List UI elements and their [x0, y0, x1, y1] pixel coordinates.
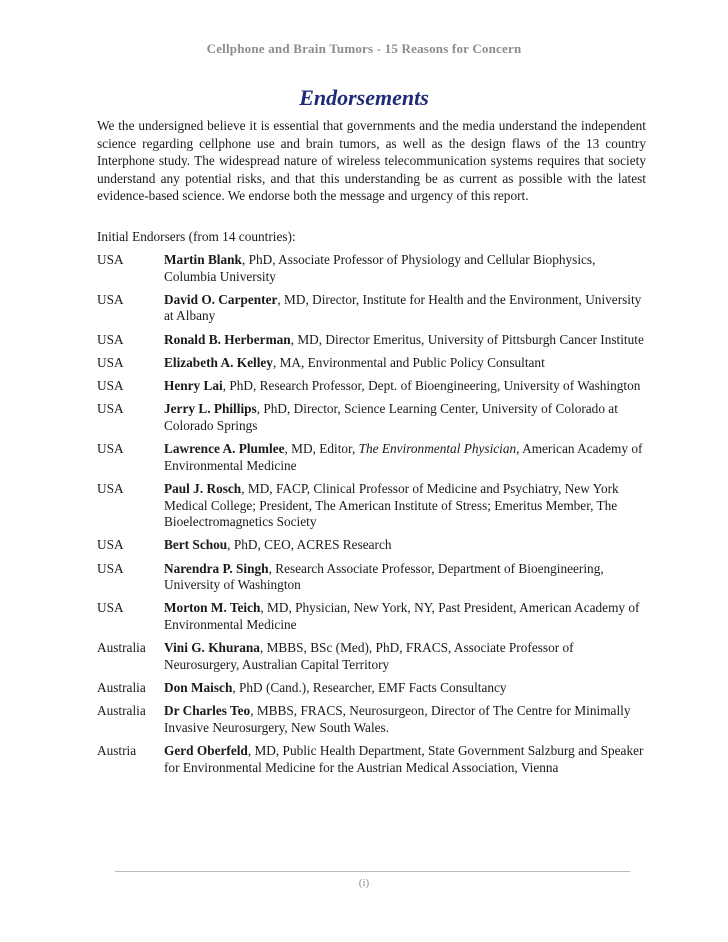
- endorser-list: [97, 252, 649, 783]
- endorser-country: USA: [97, 481, 124, 497]
- endorser-entry: [164, 703, 649, 736]
- endorser-entry: [164, 481, 649, 531]
- endorser-row: [97, 332, 649, 349]
- endorser-entry: [164, 292, 649, 325]
- endorser-entry: [164, 600, 649, 633]
- endorser-row: [97, 743, 649, 776]
- page-title: Endorsements: [299, 85, 429, 110]
- endorser-affiliation: , PhD (Cand.), Researcher, EMF Facts Consultancy: [232, 680, 507, 696]
- endorser-entry: [164, 537, 649, 554]
- endorser-entry: [164, 252, 649, 285]
- endorser-name: Gerd Oberfeld: [164, 743, 248, 759]
- endorser-affiliation: , American Academy of Environmental Medicine: [164, 441, 643, 473]
- endorser-entry: [164, 561, 649, 594]
- endorser-name: Paul J. Rosch: [164, 481, 242, 497]
- endorser-country: USA: [97, 291, 124, 307]
- endorser-entry: [164, 743, 649, 776]
- endorser-country: USA: [97, 378, 124, 394]
- endorser-affiliation: , MD, Public Health Department, State Government Salzburg and Speaker for Environmental Medicine for the Austrian Medical Association, Vienna: [164, 743, 644, 775]
- endorser-country: Australia: [97, 703, 146, 719]
- endorser-country: USA: [97, 441, 124, 457]
- endorser-country: USA: [97, 537, 124, 553]
- endorser-affiliation: , PhD, Research Professor, Dept. of Bioengineering, University of Washington: [222, 378, 641, 394]
- endorser-country: USA: [97, 560, 124, 576]
- endorser-affiliation: , Research Associate Professor, Department of Bioengineering, University of Washington: [164, 560, 604, 593]
- endorser-row: [97, 292, 649, 325]
- endorser-name: Jerry L. Phillips: [164, 401, 257, 417]
- endorser-row: [97, 640, 649, 673]
- endorser-name: Vini G. Khurana: [164, 640, 260, 656]
- endorser-row: [97, 401, 649, 434]
- endorser-row: [97, 378, 649, 395]
- running-header: Cellphone and Brain Tumors - 15 Reasons for Concern: [206, 41, 522, 56]
- endorser-country: USA: [97, 331, 124, 347]
- endorser-country: USA: [97, 252, 124, 267]
- endorser-affiliation: , MD, Director, Institute for Health and the Environment, University at Albany: [164, 291, 642, 324]
- endorser-affiliation: , MBBS, FRACS, Neurosurgeon, Director of The Centre for Minimally Invasive Neurosurgery, New South Wales.: [164, 703, 631, 735]
- endorser-publication: The Environmental Physician: [358, 441, 517, 457]
- endorser-country: Australia: [97, 640, 146, 656]
- endorser-name: Martin Blank: [164, 252, 242, 267]
- endorser-affiliation: , PhD, CEO, ACRES Research: [227, 537, 392, 553]
- endorser-name: Dr Charles Teo: [164, 703, 251, 719]
- endorser-name: Narendra P. Singh: [164, 560, 269, 576]
- endorser-name: Don Maisch: [164, 680, 233, 696]
- endorser-name: David O. Carpenter: [164, 291, 278, 307]
- endorser-affiliation: , MA, Environmental and Public Policy Consultant: [272, 354, 545, 370]
- endorser-country: Austria: [97, 743, 137, 759]
- endorser-name: Elizabeth A. Kelley: [164, 354, 273, 370]
- endorser-affiliation: , MD, Director Emeritus, University of Pittsburgh Cancer Institute: [290, 331, 644, 347]
- endorser-row: [97, 481, 649, 531]
- endorser-row: [97, 680, 649, 697]
- endorser-entry: [164, 355, 649, 372]
- endorser-row: [97, 600, 649, 633]
- endorser-entry: [164, 378, 649, 395]
- endorser-affiliation: , MD, Physician, New York, NY, Past President, American Academy of Environmental Medicine: [164, 600, 640, 632]
- page-number: (i): [358, 877, 370, 889]
- endorser-country: USA: [97, 401, 124, 417]
- endorser-row: [97, 355, 649, 372]
- endorser-country: USA: [97, 600, 124, 616]
- endorser-name: Bert Schou: [164, 537, 228, 553]
- endorser-row: [97, 252, 649, 285]
- endorser-affiliation: , MD, FACP, Clinical Professor of Medicine and Psychiatry, New York Medical College; President, The American Institute of Stress; Emeritus Member, The Bioelectromagnetics Society: [164, 481, 619, 530]
- endorser-name: Henry Lai: [164, 378, 223, 394]
- endorser-row: [97, 561, 649, 594]
- endorser-country: Australia: [97, 680, 146, 696]
- endorser-name: Lawrence A. Plumlee: [164, 441, 285, 457]
- endorser-row: [97, 537, 649, 554]
- endorser-entry: [164, 332, 649, 349]
- endorser-affiliation: , MBBS, BSc (Med), PhD, FRACS, Associate Professor of Neurosurgery, Australian Capital Territory: [164, 640, 574, 672]
- endorser-row: [97, 703, 649, 736]
- footer-divider: [115, 871, 630, 872]
- endorsers-intro-label: Initial Endorsers (from 14 countries):: [97, 229, 296, 244]
- endorser-name: Ronald B. Herberman: [164, 331, 291, 347]
- endorser-name: Morton M. Teich: [164, 600, 261, 616]
- endorser-entry: [164, 441, 649, 474]
- endorser-country: USA: [97, 354, 124, 370]
- intro-paragraph: We the undersigned believe it is essential that governments and the media understand the independent science regarding cellphone use and brain tumors, as well as the design flaws of the 13 country Interphone study. The widespread nature of wireless telecommunication systems requires that society understand any potential risks, and that this understanding be as current as possible with the latest evidence-based science. We endorse both the message and urgency of this report.: [97, 118, 646, 203]
- endorser-row: [97, 441, 649, 474]
- endorser-credentials: , MD, Editor,: [284, 441, 359, 457]
- endorser-entry: [164, 680, 649, 697]
- endorser-affiliation: , PhD, Director, Science Learning Center, University of Colorado at Colorado Springs: [164, 401, 618, 433]
- endorser-entry: [164, 640, 649, 673]
- endorser-entry: [164, 401, 649, 434]
- endorser-affiliation: , PhD, Associate Professor of Physiology and Cellular Biophysics, Columbia University: [164, 252, 596, 284]
